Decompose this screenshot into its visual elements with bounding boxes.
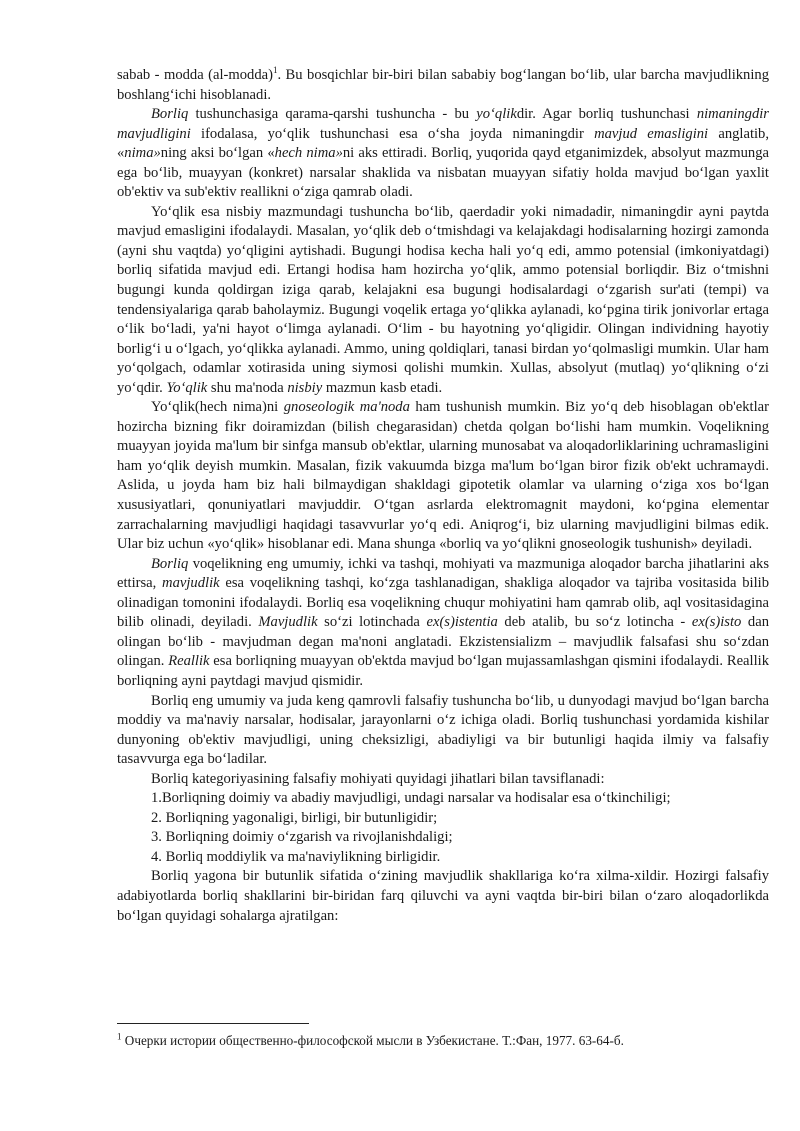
text-run: ning aksi bo‘lgan « [160,145,275,162]
italic-term: hech nima» [274,145,343,162]
paragraph-4 [117,398,769,554]
text-run: so‘zi lotinchada [317,614,427,631]
footnote-mark: 1 [117,1031,122,1042]
italic-term: nisbiy [287,379,323,396]
italic-term: Mavjudlik [258,614,318,631]
text-run: dir. Agar borliq tushunchasi [516,106,697,123]
text-run: tushunchasiga qarama-qarshi tushuncha - bu [188,106,477,123]
paragraph-3 [117,203,769,398]
text-run: . Bu bosqichlar bir-biri bilan sababiy bog‘langan bo‘lib, ular barcha mavjudlikning boshlang‘ichi hisoblanadi. [117,67,769,103]
text-run: esa borliqning muayyan ob'ektda mavjud bo‘lgan mujassamlashgan qismini ifodalaydi. Reallik borliqning ayni paytdagi mavjud qismidir. [117,653,769,689]
italic-term: Borliq [151,106,189,123]
paragraph-2 [117,105,769,203]
italic-term: ex(s)istentia [426,614,498,631]
italic-term: ex(s)isto [691,614,742,631]
italic-term: nimaningdir mavjudligini [117,106,769,142]
body-text [117,66,769,926]
text-run: ni aks ettiradi. Borliq, yuqorida qayd etganimizdek, absolyut mazmunga ega bo‘lib, muayyan (konkret) narsalar shaklida va nisbatan muayyan sifatiy holda mavjud bo‘lgan yaxlit ob'ektiv va sub'ektiv reallikni o‘ziga qamrab oladi. [117,145,770,201]
footnote-text: Очерки истории общественно-философской мысли в Узбекистане. Т.:Фан, 1977. 63-64-б. [121,1033,624,1048]
italic-term: nima» [124,145,161,162]
list-item: 3. Borliqning doimiy o‘zgarish va rivojlanishdaligi; [151,829,453,846]
text-run: esa voqelikning tashqi, ko‘zga tashlanadigan, shakliga aloqador va tajriba vositasida bilib olinadigan tomonini ifodalaydi. Borliq esa voqelikning chuqur mohiyatini ham qamrab olib, aql vositasidagina bilib olinadi, deyiladi. [117,575,769,631]
italic-term: Reallik [168,653,210,670]
paragraph-5 [117,555,769,692]
italic-term: gnoseologik ma'noda [283,399,410,416]
paragraph-7: Borliq kategoriyasining falsafiy mohiyati quyidagi jihatlari bilan tavsiflanadi: [151,770,605,787]
paragraph-1 [117,66,769,105]
text-run: voqelikning eng umumiy, ichki va tashqi, mohiyati va mazmuniga aloqador barcha jihatlarini aks ettirsa, [117,555,769,592]
text-run: shu ma'noda [207,379,288,396]
text-run: mazmun kasb etadi. [322,379,443,396]
italic-term: mavjudlik [162,575,220,592]
italic-term: Borliq [151,555,189,572]
text-run: Yo‘qlik(hech nima)ni [151,399,284,416]
text-run: sabab - modda (al-modda) [117,67,273,83]
italic-term: yo‘qlik [476,106,517,123]
footnote-reference: 1 [272,65,278,76]
text-run: Yo‘qlik esa nisbiy mazmundagi tushuncha bo‘lib, qaerdadir yoki nimadadir, nimaningdir ayni paytda mavjud emasligini ifodalaydi. Masalan, yo‘qlik deb o‘tmishdagi va kelajakdagi hodisalarning hozirgi zamonda (ayni shu vaqtda) yo‘qligini aytishadi. Bugungi hodisa kecha hali yo‘q edi, ammo potensial (imkoniyatdagi) borliq sifatida mavjud edi. Ertangi hodisa ham hozircha yo‘qlik, ammo potensial borliqdir. Biz o‘tmishni bugungi kunda qoldirgan iziga qarab, kelajakni esa bugungi hodisalardagi o‘zgarish sur'ati (tempi) va tendensiyalariga qarab baholaymiz. Bugungi voqelik ertaga yo‘qlikka aylanadi, ko‘pgina tirik jonivorlar ertaga o‘lik bo‘ladi, ya'ni hayot o‘limga aylanadi. O‘lim - bu hayotning yo‘qligidir. Olingan individning hayotiy borlig‘i u o‘lgach, yo‘qlikka aylanadi. Ammo, uning qoldiqlari, tanasi birdan yo‘qolmasligi mumkin. Ular ham yo‘qolgach, odamlar xotirasida uning siymosi qolishi mumkin. Xullas, absolyut (mutlaq) yo‘qlikning o‘zi yo‘qdir. [117,203,769,396]
text-run: ham tushunish mumkin. Biz yo‘q deb hisoblagan ob'ektlar hozircha bizning fikr doiramizdan (bilish chegarasidan) chetda qolgan bo‘lishi ham mumkin. Voqelikning muayyan joyida ma'lum bir sinfga mansub ob'ektlar, ularning munosabat va aloqadorliklarining uchramasligini ham yo‘qlik deyish mumkin. Masalan, fizik vakuumda bizga ma'lum bo‘lgan biror fizik ob'ekt uchramaydi. Aslida, u joyda ham biz hali bilmaydigan shakldagi gipotetik olamlar va ularning o‘ziga xos bo‘lgan xususiyatlari, qonuniyatlari mavjuddir. O‘tgan asrlarda elektromagnit maydoni, ko‘pgina elementar zarrachalarning mavjudligi haqidagi tasavvurlar yo‘q edi. Aniqrog‘i, biz ularning mavjudligini bilmas edik. Ular biz uchun «yo‘qlik» hisoblanar edi. Mana shunga «borliq va yo‘qlikni gnoseologik tushunish» deyiladi. [117,399,769,553]
text-run: anglatib, « [117,125,770,162]
list-item: 4. Borliq moddiylik va ma'naviylikning birligidir. [151,848,441,865]
text-run: deb atalib, bu so‘z lotincha - [497,614,692,631]
italic-term: Yo‘qlik [166,379,208,396]
paragraph-8: Borliq yagona bir butunlik sifatida o‘zining mavjudlik shakllariga ko‘ra xilma-xildir. Hozirgi falsafiy adabiyotlarda borliq shakllarini bir-biridan farq qiluvchi va ayni vaqtda bir-biri bilan o‘zaro aloqadorlikda bo‘lgan quyidagi sohalarga ajratilgan: [117,868,769,924]
list-item: 1.Borliqning doimiy va abadiy mavjudligi, undagi narsalar va hodisalar esa o‘tkinchiligi; [151,790,671,807]
text-run: dan olingan bo‘lib - mavjudman degan ma'noni anglatadi. Ekzistensializm – mavjudlik falsafasi shu so‘zdan olingan. [117,614,769,670]
list-item: 2. Borliqning yagonaligi, birligi, bir butunligidir; [151,809,438,826]
paragraph-6: Borliq eng umumiy va juda keng qamrovli falsafiy tushuncha bo‘lib, u dunyodagi mavjud bo‘lgan barcha moddiy va ma'naviy narsalar, hodisalar, jarayonlarni o‘z ichiga oladi. Borliq tushunchasi yordamida kishilar dunyoning ob'ektiv mavjudligi, uning cheksizligi, abadiyligi va bir butunligi haqida ilmiy va falsafiy tasavvurga ega bo‘ladilar. [117,692,769,768]
footnote-separator [117,1023,309,1024]
footnote [117,1032,769,1049]
text-run: ifodalasa, yo‘qlik tushunchasi esa o‘sha joyda nimaningdir [190,125,595,142]
italic-term: mavjud emasligini [594,125,709,142]
